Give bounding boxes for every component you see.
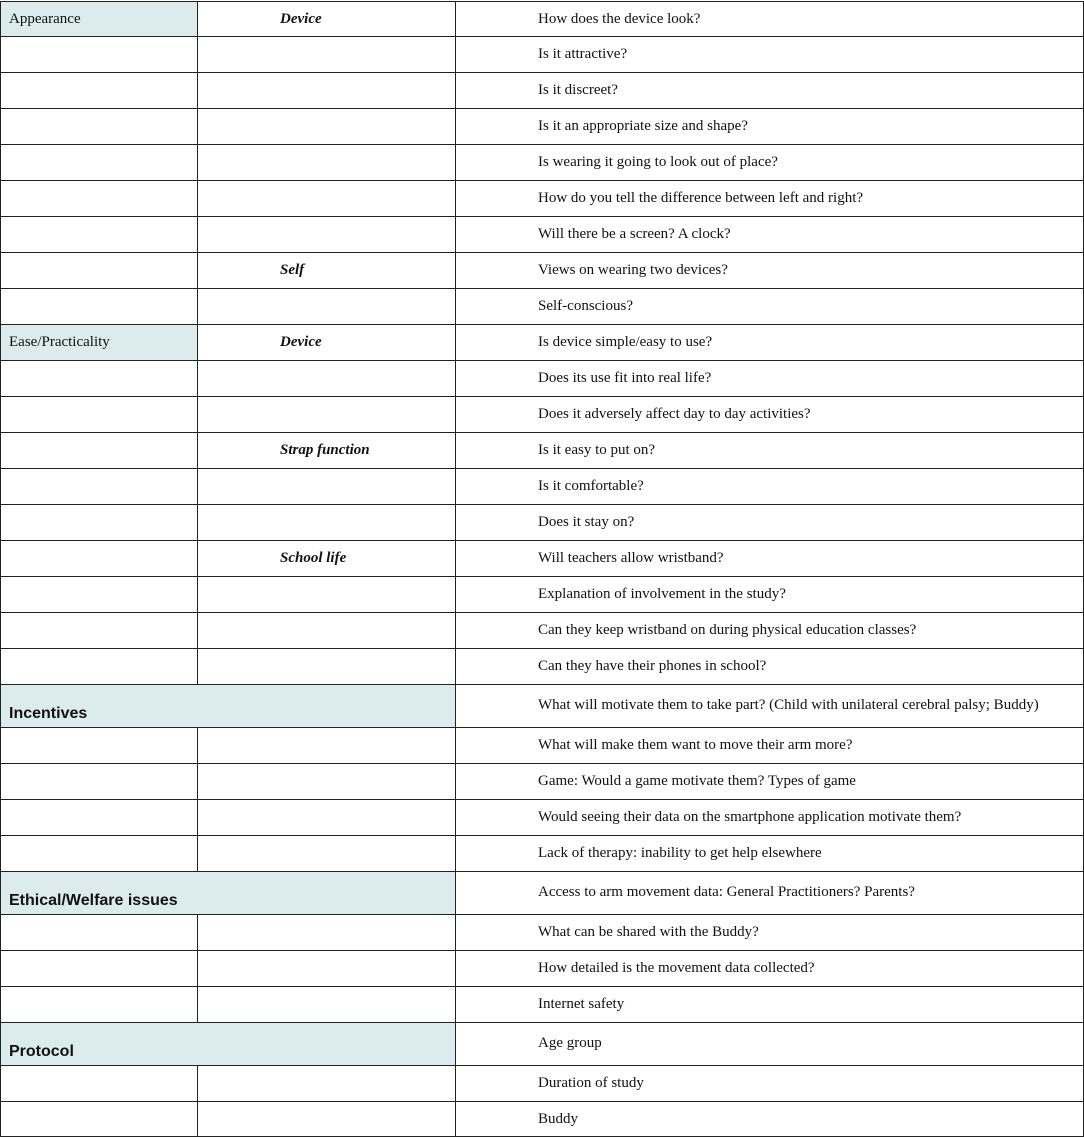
question-cell-text: Will teachers allow wristband? <box>538 550 724 566</box>
empty-cell <box>0 577 198 613</box>
empty-cell <box>198 836 456 872</box>
empty-cell <box>0 800 198 836</box>
question-cell <box>456 613 1084 649</box>
empty-cell <box>198 577 456 613</box>
question-cell-text: Self-conscious? <box>538 298 633 314</box>
empty-cell <box>0 764 198 800</box>
empty-cell <box>198 505 456 541</box>
question-cell-text: Does it stay on? <box>538 514 635 530</box>
empty-cell <box>198 37 456 73</box>
question-cell-text: Can they have their phones in school? <box>538 658 767 674</box>
category-cell <box>0 872 456 915</box>
question-cell <box>456 37 1084 73</box>
empty-cell <box>198 800 456 836</box>
question-cell <box>456 915 1084 951</box>
subcategory-cell <box>198 1 456 37</box>
question-cell-text: Access to arm movement data: General Practitioners? Parents? <box>538 884 915 900</box>
question-cell <box>456 951 1084 987</box>
empty-cell <box>0 289 198 325</box>
question-cell-text: What will motivate them to take part? (Child with unilateral cerebral palsy; Buddy) <box>538 697 1039 713</box>
question-cell <box>456 73 1084 109</box>
empty-cell <box>198 915 456 951</box>
question-cell-text: Is device simple/easy to use? <box>538 334 713 350</box>
question-cell-text: How does the device look? <box>538 11 701 27</box>
empty-cell <box>0 613 198 649</box>
question-cell <box>456 836 1084 872</box>
question-cell-text: Is it an appropriate size and shape? <box>538 118 748 134</box>
question-cell <box>456 253 1084 289</box>
question-cell-text: Duration of study <box>538 1075 644 1091</box>
empty-cell <box>0 469 198 505</box>
empty-cell <box>0 951 198 987</box>
empty-cell <box>198 73 456 109</box>
question-cell-text: Is it attractive? <box>538 46 628 62</box>
question-cell <box>456 505 1084 541</box>
empty-cell <box>198 1102 456 1137</box>
empty-cell <box>0 181 198 217</box>
empty-cell <box>0 73 198 109</box>
empty-cell <box>198 145 456 181</box>
question-cell-text: Will there be a screen? A clock? <box>538 226 731 242</box>
question-cell <box>456 649 1084 685</box>
empty-cell <box>0 433 198 469</box>
subcategory-cell <box>198 433 456 469</box>
category-cell <box>0 685 456 728</box>
question-cell-text: Views on wearing two devices? <box>538 262 728 278</box>
empty-cell <box>198 1066 456 1102</box>
question-cell <box>456 987 1084 1023</box>
empty-cell <box>0 728 198 764</box>
category-cell-text: Incentives <box>9 705 88 722</box>
subcategory-cell-text: Device <box>280 334 322 350</box>
question-cell-text: Explanation of involvement in the study? <box>538 586 786 602</box>
subcategory-cell <box>198 325 456 361</box>
empty-cell <box>0 1102 198 1137</box>
empty-cell <box>0 649 198 685</box>
empty-cell <box>198 361 456 397</box>
category-cell-text: Ease/Practicality <box>9 334 110 350</box>
category-cell-text: Appearance <box>9 11 81 27</box>
category-cell-text: Ethical/Welfare issues <box>9 892 178 909</box>
empty-cell <box>198 613 456 649</box>
empty-cell <box>0 1066 198 1102</box>
question-cell-text: How detailed is the movement data collected? <box>538 960 815 976</box>
question-cell-text: Is it discreet? <box>538 82 618 98</box>
question-cell <box>456 433 1084 469</box>
empty-cell <box>198 109 456 145</box>
empty-cell <box>198 728 456 764</box>
question-cell <box>456 541 1084 577</box>
question-cell-text: Buddy <box>538 1110 579 1127</box>
empty-cell <box>198 289 456 325</box>
question-cell <box>456 800 1084 836</box>
empty-cell <box>198 397 456 433</box>
question-cell-text: Does its use fit into real life? <box>538 370 712 386</box>
empty-cell <box>0 836 198 872</box>
question-cell-text: Internet safety <box>538 996 625 1012</box>
question-cell-text: What can be shared with the Buddy? <box>538 924 759 940</box>
question-cell-text: Game: Would a game motivate them? Types of game <box>538 773 856 789</box>
empty-cell <box>0 397 198 433</box>
category-cell <box>0 325 198 361</box>
empty-cell <box>0 987 198 1023</box>
question-cell <box>456 872 1084 915</box>
subcategory-cell <box>198 541 456 577</box>
empty-cell <box>198 469 456 505</box>
question-cell-text: Age group <box>538 1035 602 1051</box>
subcategory-cell-text: Device <box>280 11 322 27</box>
empty-cell <box>198 764 456 800</box>
question-cell <box>456 109 1084 145</box>
subcategory-cell-text: Self <box>280 262 305 278</box>
question-cell-text: What will make them want to move their arm more? <box>538 737 853 753</box>
empty-cell <box>0 145 198 181</box>
empty-cell <box>198 987 456 1023</box>
empty-cell <box>0 361 198 397</box>
question-cell-text: Would seeing their data on the smartphone application motivate them? <box>538 809 962 825</box>
question-cell <box>456 325 1084 361</box>
category-cell <box>0 1023 456 1066</box>
empty-cell <box>198 951 456 987</box>
subcategory-cell <box>198 253 456 289</box>
question-cell <box>456 764 1084 800</box>
question-cell-text: Lack of therapy: inability to get help elsewhere <box>538 845 822 861</box>
category-cell-text: Protocol <box>9 1043 74 1060</box>
empty-cell <box>0 37 198 73</box>
empty-cell <box>0 541 198 577</box>
question-cell <box>456 577 1084 613</box>
question-cell <box>456 217 1084 253</box>
question-cell-text: How do you tell the difference between left and right? <box>538 190 864 206</box>
empty-cell <box>0 253 198 289</box>
question-cell <box>456 397 1084 433</box>
question-cell-text: Is it comfortable? <box>538 478 644 494</box>
empty-cell <box>0 505 198 541</box>
empty-cell <box>198 181 456 217</box>
empty-cell <box>0 109 198 145</box>
question-cell <box>456 469 1084 505</box>
question-cell-text: Can they keep wristband on during physical education classes? <box>538 622 917 638</box>
question-cell <box>456 728 1084 764</box>
question-cell <box>456 1 1084 37</box>
empty-cell <box>0 915 198 951</box>
subcategory-cell-text: School life <box>280 550 347 566</box>
question-cell <box>456 145 1084 181</box>
question-cell <box>456 181 1084 217</box>
question-cell <box>456 1023 1084 1066</box>
subcategory-cell-text: Strap function <box>280 442 370 458</box>
empty-cell <box>198 217 456 253</box>
category-cell <box>0 1 198 37</box>
question-cell <box>456 289 1084 325</box>
question-cell-text: Is it easy to put on? <box>538 442 656 458</box>
question-cell <box>456 1066 1084 1102</box>
question-cell <box>456 685 1084 728</box>
empty-cell <box>0 217 198 253</box>
question-cell-text: Is wearing it going to look out of place? <box>538 154 778 170</box>
empty-cell <box>198 649 456 685</box>
question-cell <box>456 361 1084 397</box>
question-cell-text: Does it adversely affect day to day activities? <box>538 406 811 422</box>
question-cell <box>456 1102 1084 1137</box>
